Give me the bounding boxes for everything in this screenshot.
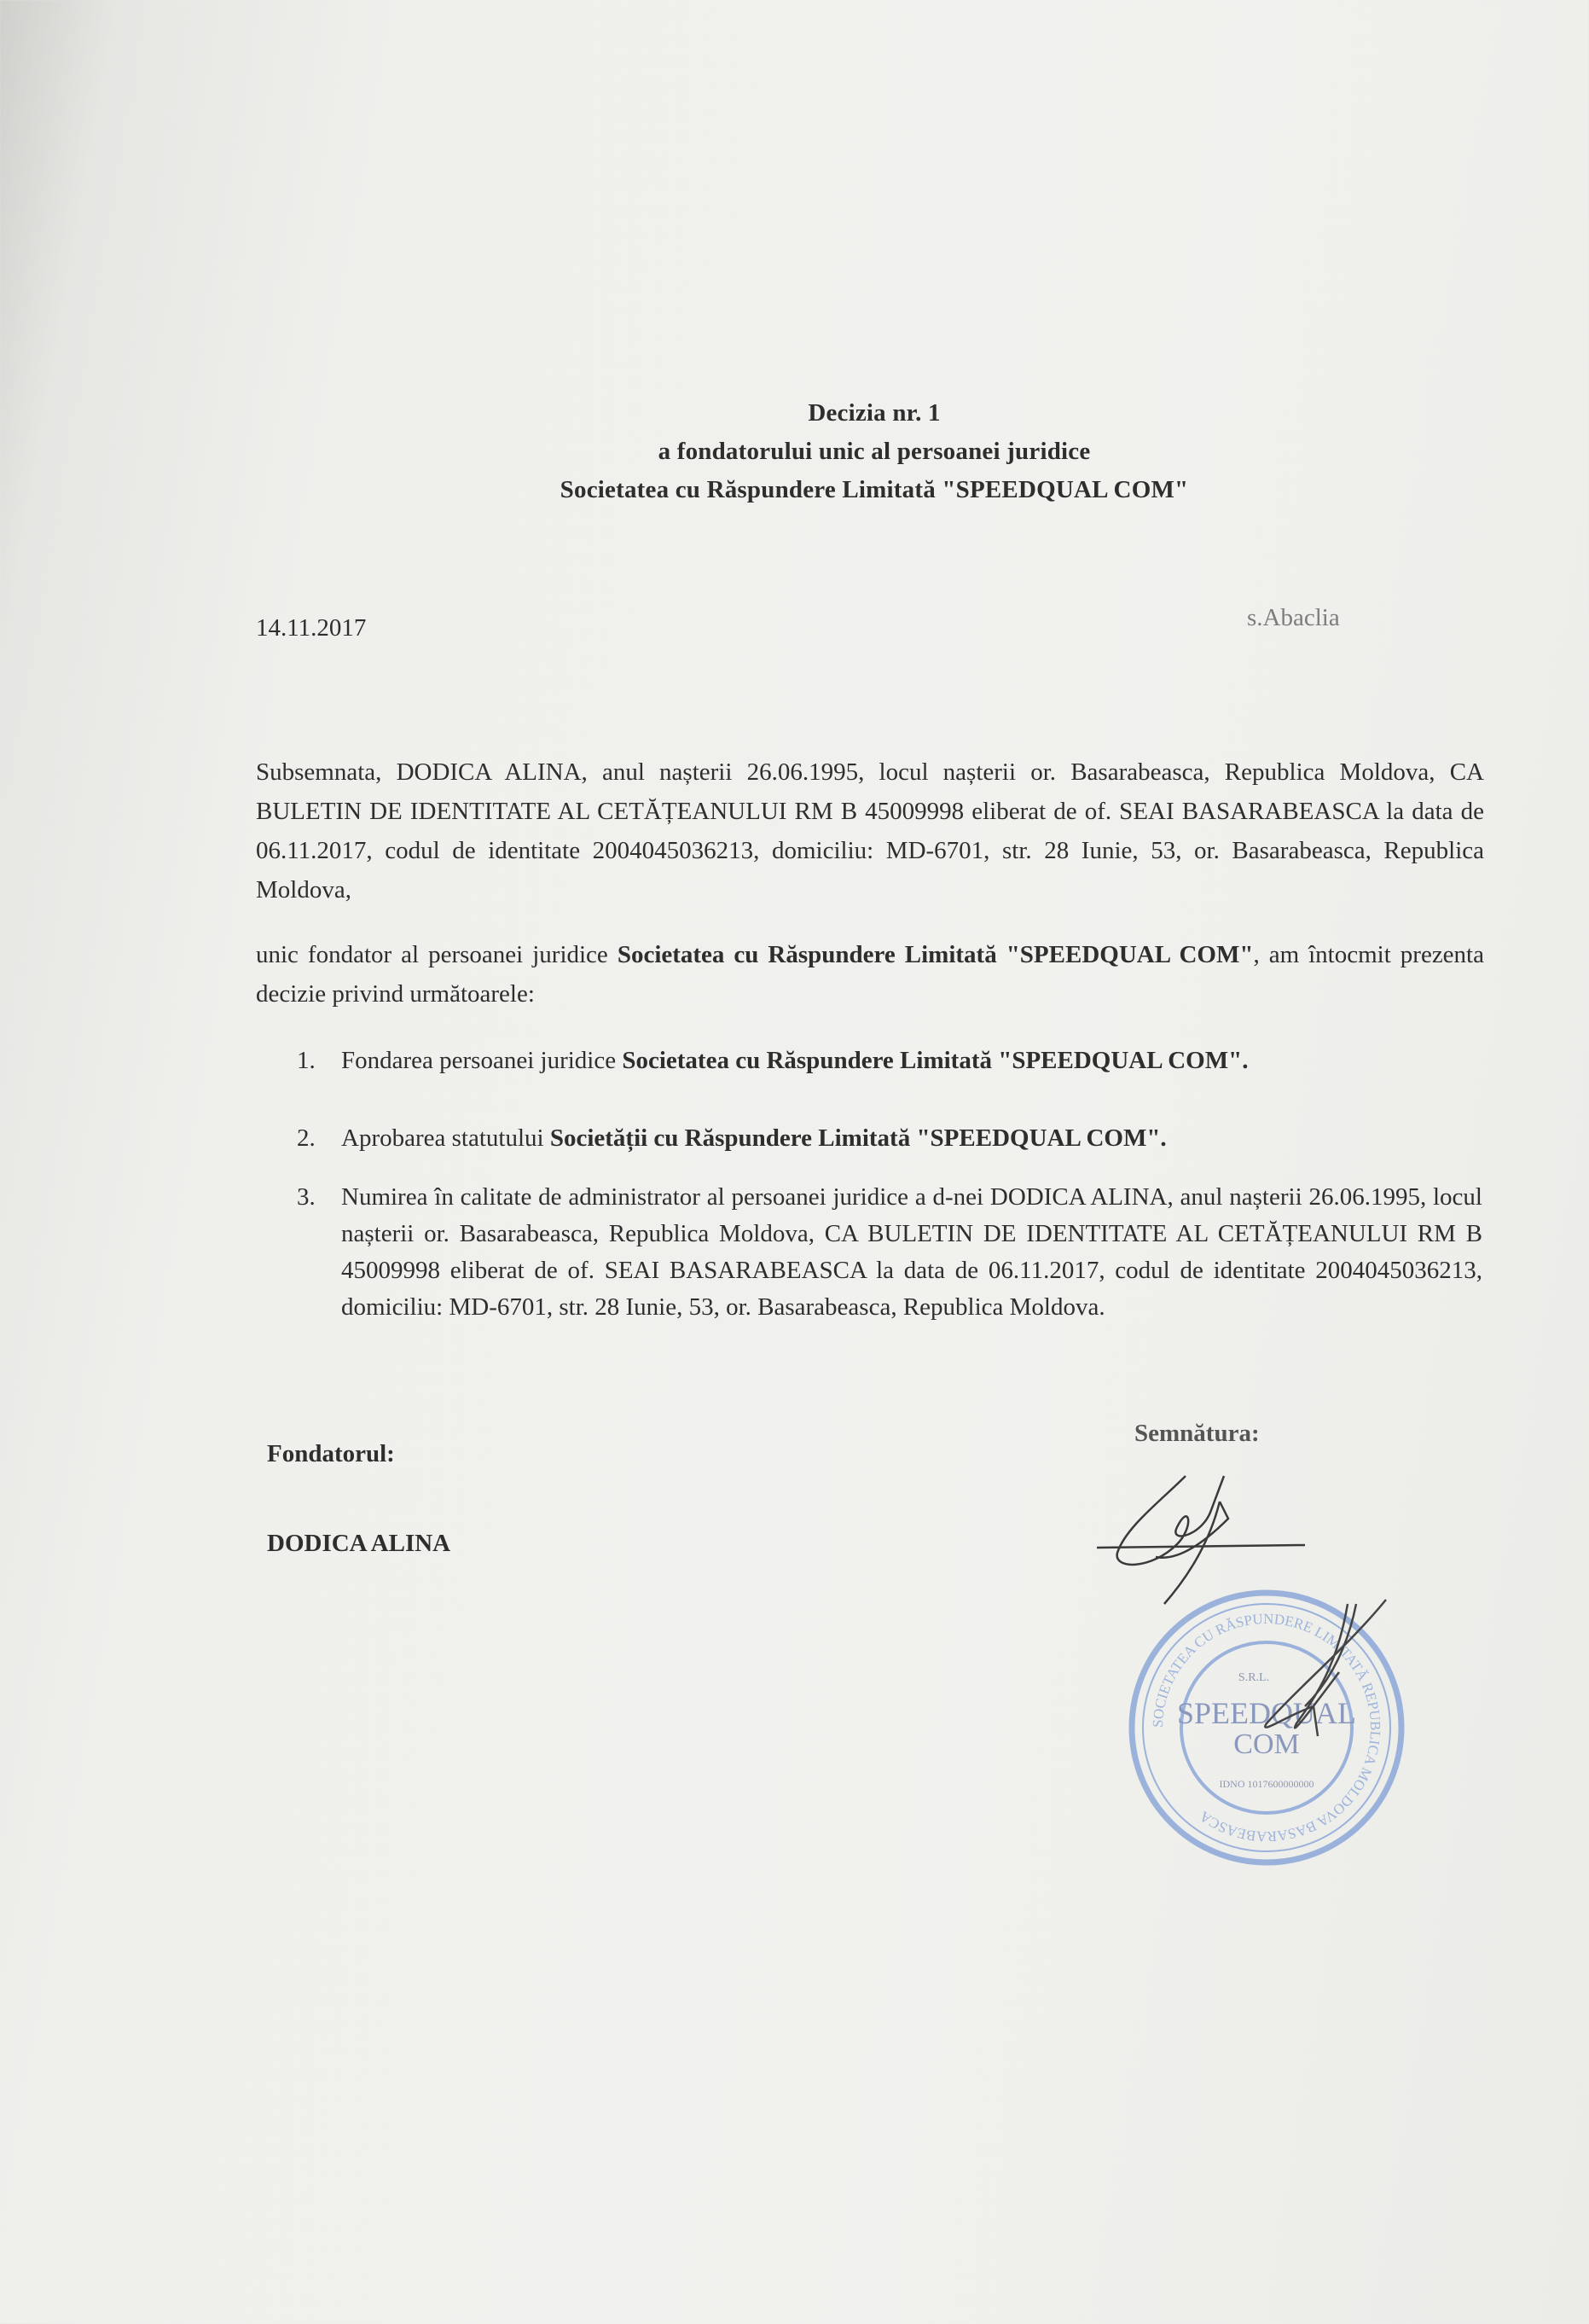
item-text: Aprobarea statutului	[341, 1124, 550, 1152]
item-number: 3.	[297, 1183, 316, 1211]
list-item	[297, 1043, 1482, 1079]
stamp-idno: IDNO 1017600000000	[1219, 1778, 1314, 1790]
decision-title: Decizia nr. 1	[808, 399, 941, 427]
stamp-type: S.R.L.	[1238, 1671, 1270, 1684]
list-item	[297, 1120, 1482, 1157]
item-text: Fondarea persoanei juridice	[341, 1047, 623, 1074]
founder-suffix: , am întocmit prezenta decizie privind următoarele:	[256, 941, 1484, 1008]
item-bold-text: Societății cu Răspundere Limitată "SPEEDQUAL COM".	[549, 1124, 1167, 1152]
stamp-ring-text: SOCIETATEA CU RĂSPUNDERE LIMITATĂ REPUBLICA MOLDOVA BASARABEASCA	[1149, 1610, 1384, 1845]
intro-paragraph: Subsemnata, DODICA ALINA, anul nașterii 26.06.1995, locul nașterii or. Basarabeasca, Republica Moldova, CA BULETIN DE IDENTITATE AL CETĂȚEANULUI RM B 45009998 eliberat de of. SEAI BASARABEASCA la data de 06.11.2017, codul de identitate 2004045036213, domiciliu: MD-6701, str. 28 Iunie, 53, or. Basarabeasca, Republica Moldova,	[256, 758, 1484, 903]
founder-company: Societatea cu Răspundere Limitată "SPEEDQUAL COM"	[617, 941, 1254, 968]
company-title: Societatea cu Răspundere Limitată "SPEEDQUAL COM"	[560, 476, 1189, 503]
stamp-name-line2: COM	[1233, 1728, 1300, 1760]
item-number: 2.	[297, 1124, 316, 1152]
founder-name: DODICA ALINA	[267, 1530, 451, 1557]
item-bold-text: Societatea cu Răspundere Limitată "SPEEDQUAL COM".	[622, 1047, 1249, 1074]
item-number: 1.	[297, 1047, 316, 1074]
founder-prefix: unic fondator al persoanei juridice	[256, 941, 618, 968]
founder-paragraph	[256, 935, 1484, 1014]
signature-label: Semnătura:	[1134, 1420, 1260, 1447]
document-place: s.Abaclia	[1247, 604, 1340, 631]
document-date: 14.11.2017	[256, 614, 367, 642]
item-text: Numirea în calitate de administrator al persoanei juridice a d-nei DODICA ALINA, anul nașterii 26.06.1995, locul nașterii or. Basarabeasca, Republica Moldova, CA BULETIN DE IDENTITATE AL CETĂȚEANULUI RM B 45009998 eliberat de of. SEAI BASARABEASCA la data de 06.11.2017, codul de identitate 2004045036213, domiciliu: MD-6701, str. 28 Iunie, 53, or. Basarabeasca, Republica Moldova.	[341, 1183, 1482, 1321]
list-item	[297, 1179, 1482, 1326]
founder-label: Fondatorul:	[267, 1440, 395, 1467]
stamp-name: SPEEDQUAL	[1176, 1696, 1357, 1730]
decision-subtitle: a fondatorului unic al persoanei juridice	[658, 438, 1091, 465]
signature-icon	[1092, 1450, 1433, 1809]
